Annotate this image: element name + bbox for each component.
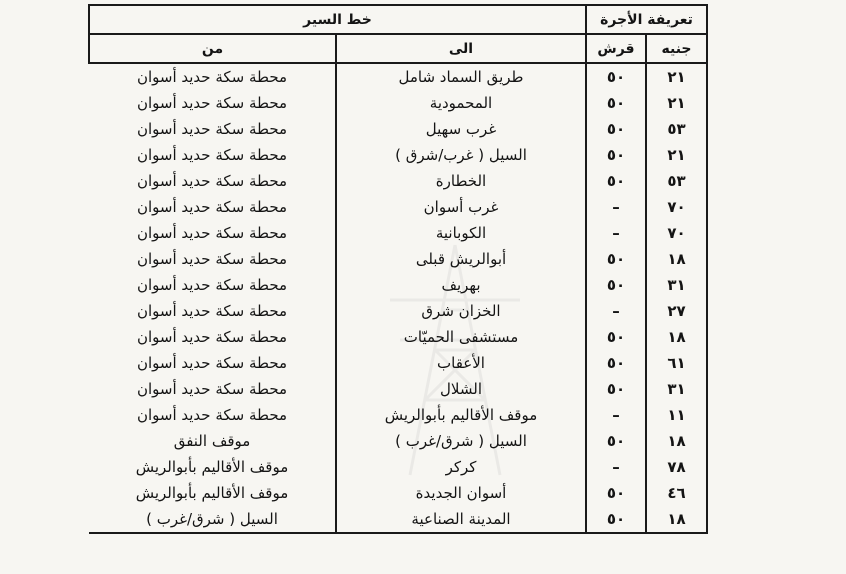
to-cell: طريق السماد شامل: [398, 68, 524, 86]
route-header: خط السير: [89, 5, 586, 34]
from-cell: محطة سكة حديد أسوان: [89, 168, 336, 194]
fare-rows: [89, 63, 707, 533]
table-row: [89, 506, 707, 533]
to-cell: مستشفى الحميّات: [403, 328, 519, 346]
piaster-header: قرش: [586, 34, 646, 63]
fare-header: تعريفة الأجرة: [586, 5, 707, 34]
from-header: من: [89, 34, 336, 63]
piaster-cell: ٥٠: [586, 63, 646, 90]
from-cell: محطة سكة حديد أسوان: [89, 220, 336, 246]
table-row: [89, 298, 707, 324]
to-cell: بهريف: [441, 276, 481, 294]
to-cell: المدينة الصناعية: [336, 506, 586, 533]
table-row: [89, 428, 707, 454]
pound-cell: ٥٣: [646, 168, 707, 194]
from-cell: موقف النفق: [89, 428, 336, 454]
to-cell: الشلال: [440, 380, 482, 398]
from-cell: السيل ( شرق/غرب ): [89, 506, 336, 533]
from-cell: محطة سكة حديد أسوان: [89, 272, 336, 298]
to-cell: الخزان شرق: [421, 302, 501, 320]
pound-cell: ١٨: [646, 324, 707, 350]
to-cell: المحمودية: [429, 94, 493, 112]
piaster-cell: –: [586, 194, 646, 220]
pound-cell: ٢١: [646, 142, 707, 168]
piaster-cell: –: [586, 298, 646, 324]
table-row: [89, 63, 707, 90]
pound-cell: ١١: [646, 402, 707, 428]
fare-table: [88, 4, 708, 534]
piaster-cell: ٥٠: [586, 428, 646, 454]
piaster-cell: ٥٠: [586, 506, 646, 533]
table-row: [89, 324, 707, 350]
table-row: [89, 116, 707, 142]
header-row-sub: [89, 34, 707, 63]
piaster-cell: ٥٠: [586, 480, 646, 506]
to-cell: أسوان الجديدة: [415, 484, 507, 502]
table-row: [89, 376, 707, 402]
to-cell: غرب أسوان: [423, 198, 499, 216]
table-row: [89, 480, 707, 506]
piaster-cell: –: [586, 402, 646, 428]
to-cell: موقف الأقاليم بأبوالريش: [384, 406, 538, 424]
pound-cell: ٤٦: [646, 480, 707, 506]
from-cell: محطة سكة حديد أسوان: [89, 298, 336, 324]
from-cell: محطة سكة حديد أسوان: [89, 350, 336, 376]
pound-cell: ٢١: [646, 63, 707, 90]
piaster-cell: ٥٠: [586, 142, 646, 168]
to-cell: الكوبانية: [435, 224, 487, 242]
pound-cell: ٣١: [646, 376, 707, 402]
piaster-cell: –: [586, 454, 646, 480]
piaster-cell: ٥٠: [586, 90, 646, 116]
table-row: [89, 454, 707, 480]
from-cell: محطة سكة حديد أسوان: [89, 402, 336, 428]
to-cell: الأعقاب: [437, 354, 485, 372]
to-header: الى: [336, 34, 586, 63]
from-cell: محطة سكة حديد أسوان: [89, 246, 336, 272]
from-cell: موقف الأقاليم بأبوالريش: [89, 480, 336, 506]
pound-cell: ٧٨: [646, 454, 707, 480]
to-cell: غرب سهيل: [425, 120, 497, 138]
from-cell: محطة سكة حديد أسوان: [89, 194, 336, 220]
header-row-main: [89, 5, 707, 34]
pound-cell: ٣١: [646, 272, 707, 298]
to-cell: السيل ( غرب/شرق ): [395, 146, 527, 164]
pound-cell: ٧٠: [646, 194, 707, 220]
pound-cell: ٢١: [646, 90, 707, 116]
pound-cell: ١٨: [646, 246, 707, 272]
piaster-cell: ٥٠: [586, 272, 646, 298]
from-cell: محطة سكة حديد أسوان: [89, 116, 336, 142]
piaster-cell: ٥٠: [586, 116, 646, 142]
from-cell: محطة سكة حديد أسوان: [89, 324, 336, 350]
from-cell: موقف الأقاليم بأبوالريش: [89, 454, 336, 480]
piaster-cell: –: [586, 220, 646, 246]
table-row: [89, 194, 707, 220]
table-row: [89, 142, 707, 168]
piaster-cell: ٥٠: [586, 324, 646, 350]
pound-cell: ١٨: [646, 428, 707, 454]
piaster-cell: ٥٠: [586, 376, 646, 402]
table-row: [89, 246, 707, 272]
pound-cell: ١٨: [646, 506, 707, 533]
to-cell: السيل ( شرق/غرب ): [395, 432, 527, 450]
pound-cell: ٧٠: [646, 220, 707, 246]
pound-cell: ٥٣: [646, 116, 707, 142]
from-cell: محطة سكة حديد أسوان: [89, 376, 336, 402]
table-row: [89, 272, 707, 298]
to-cell: الخطارة: [435, 172, 487, 190]
table-row: [89, 220, 707, 246]
pound-cell: ٢٧: [646, 298, 707, 324]
table-row: [89, 168, 707, 194]
pound-cell: ٦١: [646, 350, 707, 376]
from-cell: محطة سكة حديد أسوان: [89, 142, 336, 168]
piaster-cell: ٥٠: [586, 246, 646, 272]
piaster-cell: ٥٠: [586, 168, 646, 194]
table-row: [89, 350, 707, 376]
to-cell: أبوالريش قبلى: [415, 250, 507, 268]
table-row: [89, 90, 707, 116]
table-row: [89, 402, 707, 428]
to-cell: كركر: [445, 458, 477, 476]
from-cell: محطة سكة حديد أسوان: [89, 63, 336, 90]
from-cell: محطة سكة حديد أسوان: [89, 90, 336, 116]
piaster-cell: ٥٠: [586, 350, 646, 376]
pound-header: جنيه: [646, 34, 707, 63]
